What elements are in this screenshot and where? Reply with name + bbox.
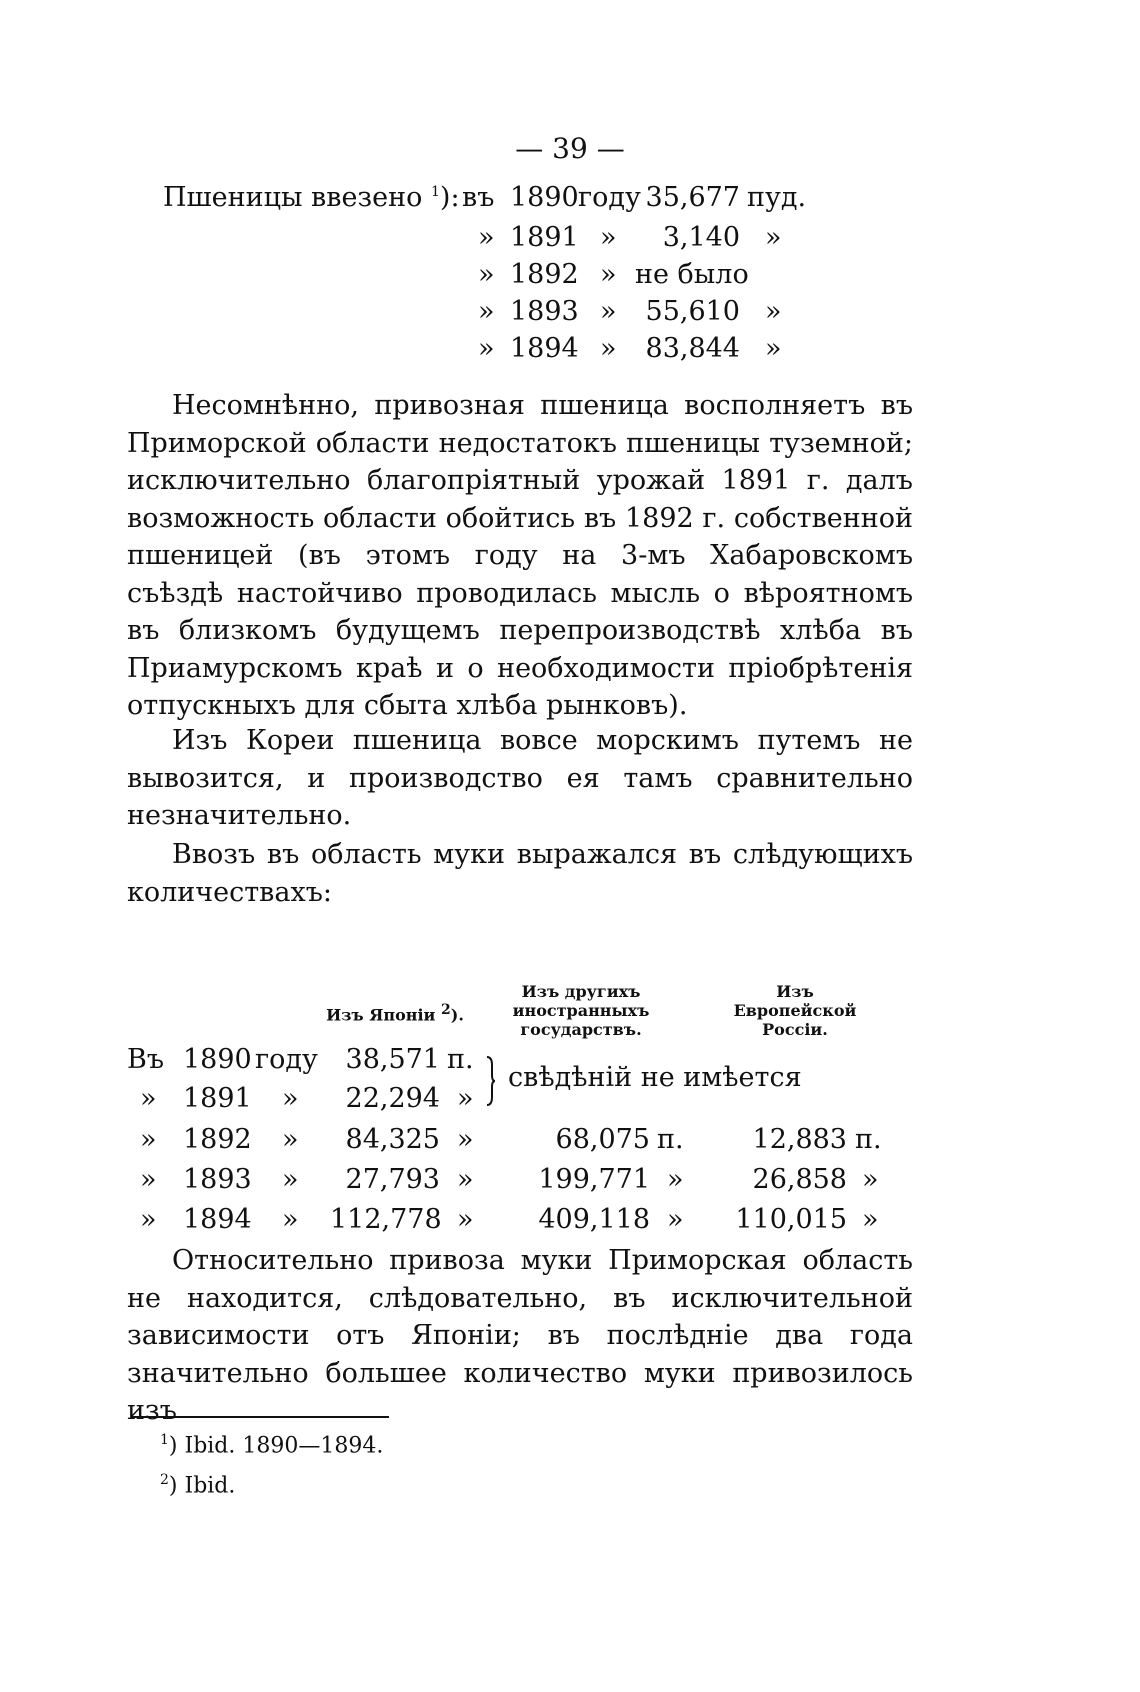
ditto-mark: » <box>282 1083 299 1114</box>
unit-label: п. <box>657 1124 684 1155</box>
table-row-year: 1893 <box>183 1164 252 1195</box>
table-cell-japan: 38,571 <box>345 1044 440 1075</box>
ditto-mark: » <box>282 1204 299 1235</box>
ditto-mark: » <box>862 1164 879 1195</box>
ditto-mark: » <box>457 1164 474 1195</box>
table-cell-japan: 27,793 <box>345 1164 440 1195</box>
table-cell-foreign: 199,771 <box>538 1164 650 1195</box>
column-header-foreign: Изъ другихъ иностранныхъ государствъ. <box>512 982 650 1039</box>
footnote-divider <box>131 1416 389 1418</box>
wheat-year: 1894 <box>510 333 579 364</box>
table-row-year-prefix: Въ <box>127 1044 165 1075</box>
table-row-year: 1892 <box>183 1124 252 1155</box>
ditto-mark: » <box>667 1164 684 1195</box>
table-cell-foreign: 68,075 <box>555 1124 650 1155</box>
table-cell-russia: 26,858 <box>752 1164 847 1195</box>
wheat-year: 1893 <box>510 296 579 327</box>
unit-label: п. <box>855 1124 882 1155</box>
wheat-year-suffix: году <box>578 182 641 213</box>
table-cell-japan: 84,325 <box>345 1124 440 1155</box>
ditto-mark: » <box>478 222 495 253</box>
wheat-value: 83,844 <box>645 333 740 364</box>
table-row-year: 1890 <box>183 1044 252 1075</box>
paragraph-korea: Изъ Кореи пшеница вовсе морскимъ путемъ не вывозится, и производство ея тамъ сравнительно незначительно. <box>127 725 913 831</box>
ditto-mark: » <box>765 222 782 253</box>
wheat-year: 1892 <box>510 259 579 290</box>
ditto-mark: » <box>765 296 782 327</box>
ditto-mark: » <box>140 1083 157 1114</box>
column-header-russia: Изъ Европейской Россіи. <box>733 982 857 1039</box>
unit-label: п. <box>447 1044 474 1075</box>
table-cell-russia: 12,883 <box>752 1124 847 1155</box>
ditto-mark: » <box>457 1204 474 1235</box>
table-row-year: 1894 <box>183 1204 252 1235</box>
ditto-mark: » <box>457 1124 474 1155</box>
wheat-label: Пшеницы ввезено $^1$): <box>163 182 460 213</box>
wheat-year: 1890 <box>510 182 579 213</box>
column-header-japan: Изъ Японіи $^2$). <box>326 1002 464 1025</box>
ditto-mark: » <box>282 1124 299 1155</box>
wheat-year: 1891 <box>510 222 579 253</box>
page-number: — 39 — <box>515 132 625 165</box>
ditto-mark: » <box>478 333 495 364</box>
footnote-ref-2: 2 <box>441 1002 451 1018</box>
footnote-1: $^1$) Ibid. 1890—1894. <box>160 1432 384 1459</box>
curly-brace-icon <box>485 1055 495 1107</box>
table-cell-japan: 22,294 <box>345 1083 440 1114</box>
wheat-year-prefix: въ <box>462 182 495 213</box>
footnote-ref-1: 1 <box>430 184 440 200</box>
ditto-mark: » <box>478 296 495 327</box>
ditto-mark: » <box>140 1124 157 1155</box>
ditto-mark: » <box>765 333 782 364</box>
table-cell-russia: 110,015 <box>735 1204 847 1235</box>
ditto-mark: » <box>600 333 617 364</box>
wheat-value: 55,610 <box>645 296 740 327</box>
ditto-mark: » <box>457 1083 474 1114</box>
ditto-mark: » <box>140 1204 157 1235</box>
ditto-mark: » <box>600 222 617 253</box>
table-cell-japan: 112,778 <box>330 1204 442 1235</box>
paragraph-flour-conclusion: Относительно привоза муки Приморская область не находится, слѣдовательно, въ исключительной зависимости отъ Японіи; въ послѣдніе два года значительно большее количество муки привозилось изъ <box>127 1245 913 1426</box>
table-row-year: 1891 <box>183 1083 252 1114</box>
table-row-year-suffix: году <box>255 1044 318 1075</box>
footnote-2: $^2$) Ibid. <box>160 1472 236 1499</box>
wheat-value: 3,140 <box>662 222 740 253</box>
wheat-unit: пуд. <box>747 182 807 213</box>
ditto-mark: » <box>600 296 617 327</box>
ditto-mark: » <box>282 1164 299 1195</box>
table-cell-foreign: 409,118 <box>538 1204 650 1235</box>
ditto-mark: » <box>478 259 495 290</box>
wheat-value: не было <box>635 259 749 290</box>
ditto-mark: » <box>140 1164 157 1195</box>
no-data-note: свѣдѣній не имѣется <box>508 1062 802 1093</box>
ditto-mark: » <box>862 1204 879 1235</box>
paragraph-flour-intro: Ввозъ въ область муки выражался въ слѣдующихъ количествахъ: <box>127 839 913 908</box>
paragraph-wheat-shortfall: Несомнѣнно, привозная пшеница восполняетъ въ Приморской области недостатокъ пшеницы туземной; исключительно благопріятный урожай 1891 г. далъ возможность области обойтись въ 1892 г. собственной пшеницей (въ этомъ году на 3-мъ Хабаровскомъ съѣздѣ настойчиво проводилась мысль о вѣроятномъ въ близкомъ будущемъ перепроизводствѣ хлѣба въ Приамурскомъ краѣ и о необходимости пріобрѣтенія отпускныхъ для сбыта хлѣба рынковъ). <box>127 390 913 721</box>
ditto-mark: » <box>600 259 617 290</box>
wheat-value: 35,677 <box>645 182 740 213</box>
ditto-mark: » <box>667 1204 684 1235</box>
